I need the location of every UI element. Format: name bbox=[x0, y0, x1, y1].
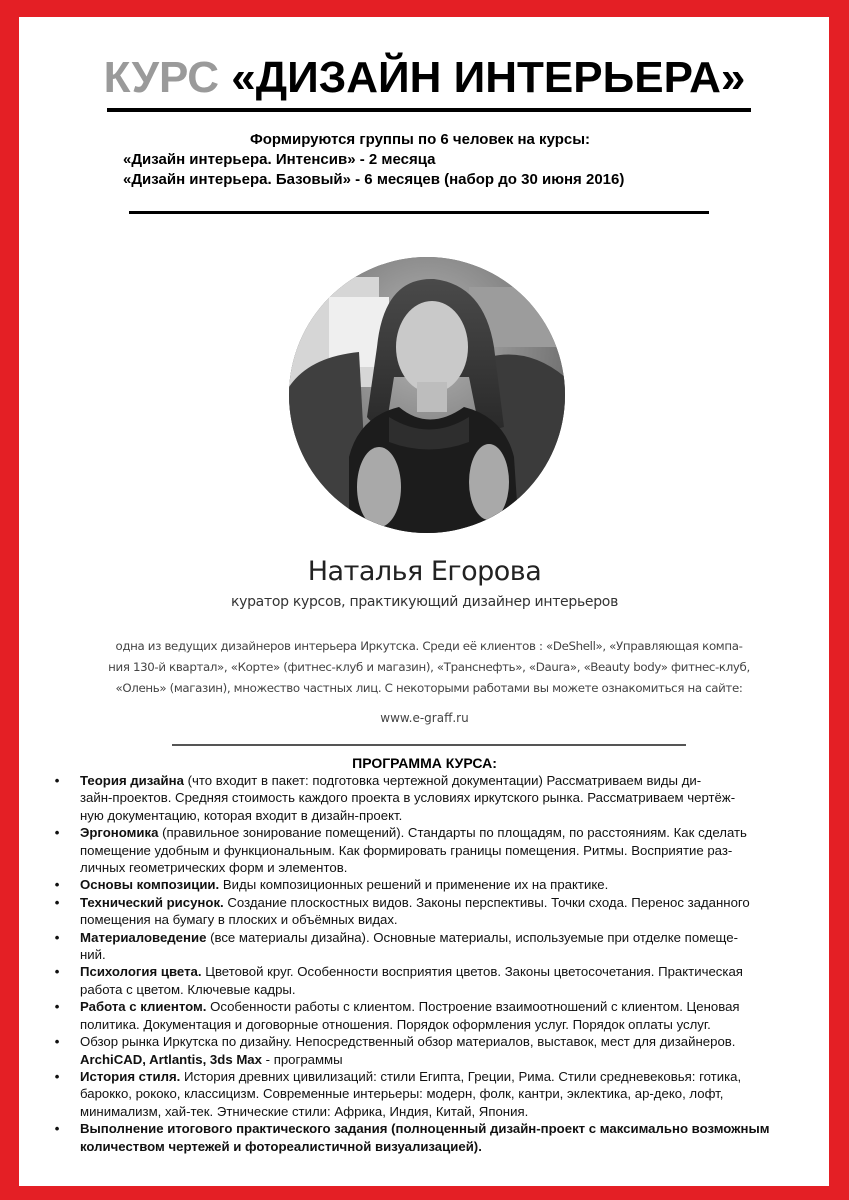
program-item-text: Цветовой круг. Особенности восприятия цветов. Законы цветосочетания. Практическая bbox=[201, 964, 743, 980]
bullet-icon: • bbox=[54, 877, 60, 893]
announcement-line-2: «Дизайн интерьера. Интенсив» - 2 месяца bbox=[123, 151, 436, 168]
curator-photo bbox=[289, 257, 565, 533]
program-item-text: (что входит в пакет: подготовка чертежной документации) Рассматриваем виды ди- bbox=[183, 773, 702, 788]
program-item-line: ний. bbox=[80, 947, 106, 963]
program-divider bbox=[172, 744, 686, 746]
program-item-line bbox=[80, 963, 804, 980]
program-item bbox=[52, 1120, 804, 1155]
program-item bbox=[52, 876, 804, 893]
program-item-line bbox=[80, 1051, 804, 1068]
program-item bbox=[52, 824, 804, 876]
program-item bbox=[52, 1051, 804, 1068]
bullet-icon: • bbox=[54, 929, 60, 945]
program-item-text: - программы bbox=[261, 1051, 343, 1067]
program-item-line bbox=[80, 929, 804, 946]
title-part-course: КУРС bbox=[103, 53, 232, 102]
program-item-heading: Теория дизайна bbox=[80, 773, 184, 788]
curator-role: куратор курсов, практикующий дизайнер интерьеров bbox=[230, 594, 619, 610]
bullet-icon: • bbox=[54, 999, 60, 1015]
program-item-text: Особенности работы с клиентом. Построение взаимоотношений с клиентом. Ценовая bbox=[206, 999, 740, 1015]
program-item-line bbox=[80, 876, 804, 893]
program-item-line: политика. Документация и договорные отношения. Порядок оформления услуг. Порядок оплаты услуг. bbox=[80, 1016, 711, 1032]
bio-line: ния 130-й квартал», «Корте» (фитнес-клуб и магазин), «Транснефть», «Daura», «Beauty body» фитнес-клуб, bbox=[108, 660, 750, 674]
program-item-text: Создание плоскостных видов. Законы перспективы. Точки схода. Перенос заданного bbox=[223, 894, 750, 910]
program-item-text: (все материалы дизайна). Основные материалы, используемые при отделке помеще- bbox=[206, 929, 738, 945]
bullet-icon: • bbox=[54, 894, 60, 910]
bullet-icon: • bbox=[54, 1068, 60, 1084]
program-item-line bbox=[80, 824, 804, 841]
title-part-name: «ДИЗАЙН ИНТЕРЬЕРА» bbox=[231, 53, 746, 102]
program-item bbox=[52, 894, 804, 929]
program-item-line: барокко, рококо, классицизм. Современные интерьеры: модерн, фолк, кантри, эклектика, ар-деко, лофт, bbox=[80, 1086, 724, 1102]
bullet-icon: • bbox=[54, 773, 60, 788]
bullet-icon: • bbox=[54, 964, 60, 980]
announcement-underline bbox=[129, 211, 709, 214]
page-title bbox=[0, 52, 849, 104]
announcement-line-3: «Дизайн интерьера. Базовый» - 6 месяцев (набор до 30 июня 2016) bbox=[123, 171, 625, 188]
curator-bio bbox=[78, 636, 780, 699]
program-item bbox=[52, 929, 804, 964]
program-item-line: минимализм, хай-тек. Этнические стили: Африка, Индия, Китай, Япония. bbox=[80, 1103, 529, 1119]
program-item-heading: Работа с клиентом. bbox=[80, 999, 207, 1015]
bullet-icon: • bbox=[54, 1121, 60, 1137]
program-item-heading: Основы композиции. bbox=[80, 877, 220, 893]
program-item-line bbox=[80, 894, 804, 911]
program-item-line bbox=[80, 772, 804, 789]
program-title: ПРОГРАММА КУРСА: bbox=[352, 755, 497, 771]
program-item bbox=[52, 963, 804, 998]
program-item-heading: ArchiCAD, Artlantis, 3ds Max bbox=[80, 1051, 262, 1067]
program-item bbox=[52, 998, 804, 1033]
bio-line: «Олень» (магазин), множество частных лиц. С некоторыми работами вы можете ознакомиться на сайте: bbox=[115, 681, 743, 695]
program-item-line: личных геометрических форм и элементов. bbox=[80, 860, 348, 876]
program-item bbox=[52, 772, 804, 824]
program-item-heading: Выполнение итогового практического задания (полноценный дизайн-проект с максимально возможным bbox=[80, 1121, 770, 1137]
bullet-icon: • bbox=[54, 825, 60, 841]
announcement-line-1: Формируются группы по 6 человек на курсы: bbox=[249, 131, 591, 148]
program-item bbox=[52, 1033, 804, 1050]
program-item-line: помещения на бумагу в плоских и объёмных видах. bbox=[80, 912, 398, 928]
curator-name: Наталья Егорова bbox=[307, 556, 542, 587]
program-item-line: ную документацию, которая входит в дизайн-проект. bbox=[80, 807, 403, 823]
program-item-line: количеством чертежей и фотореалистичной визуализацией). bbox=[80, 1138, 482, 1154]
program-item bbox=[52, 1068, 804, 1120]
announcement bbox=[110, 130, 730, 190]
program-item-text: История древних цивилизаций: стили Египта, Греции, Рима. Стили средневековья: готика, bbox=[180, 1068, 742, 1084]
curator-website: www.e-graff.ru bbox=[380, 711, 469, 725]
program-item-line: работа с цветом. Ключевые кадры. bbox=[80, 981, 296, 997]
program-item-text: Виды композиционных решений и применение их на практике. bbox=[219, 877, 609, 893]
program-item-line bbox=[80, 1068, 804, 1085]
program-item-heading: История стиля. bbox=[80, 1068, 181, 1084]
title-underline bbox=[107, 108, 751, 112]
program-item-heading: Материаловедение bbox=[80, 929, 207, 945]
program-item-line: зайн-проектов. Средняя стоимость каждого проекта в условиях иркутского рынка. Рассматриваем чертёж- bbox=[80, 790, 736, 806]
program-item-line bbox=[80, 998, 804, 1015]
program-item-heading: Психология цвета. bbox=[80, 964, 202, 980]
program-item-line: помещение удобным и функциональным. Как формировать границы помещения. Ритмы. Восприятие раз- bbox=[80, 842, 733, 858]
program-item-text: (правильное зонирование помещений). Стандарты по площадям, по расстояниям. Как сделать bbox=[158, 825, 747, 841]
program-list bbox=[52, 772, 804, 1155]
program-item-heading: Технический рисунок. bbox=[80, 894, 224, 910]
bio-line: одна из ведущих дизайнеров интерьера Иркутска. Среди её клиентов : «DeShell», «Управляющая компа- bbox=[115, 639, 743, 653]
bullet-icon: • bbox=[54, 1034, 60, 1050]
program-item-line: Обзор рынка Иркутска по дизайну. Непосредственный обзор материалов, выставок, мест для дизайнеров. bbox=[80, 1034, 736, 1050]
program-item-heading: Эргономика bbox=[80, 825, 159, 841]
